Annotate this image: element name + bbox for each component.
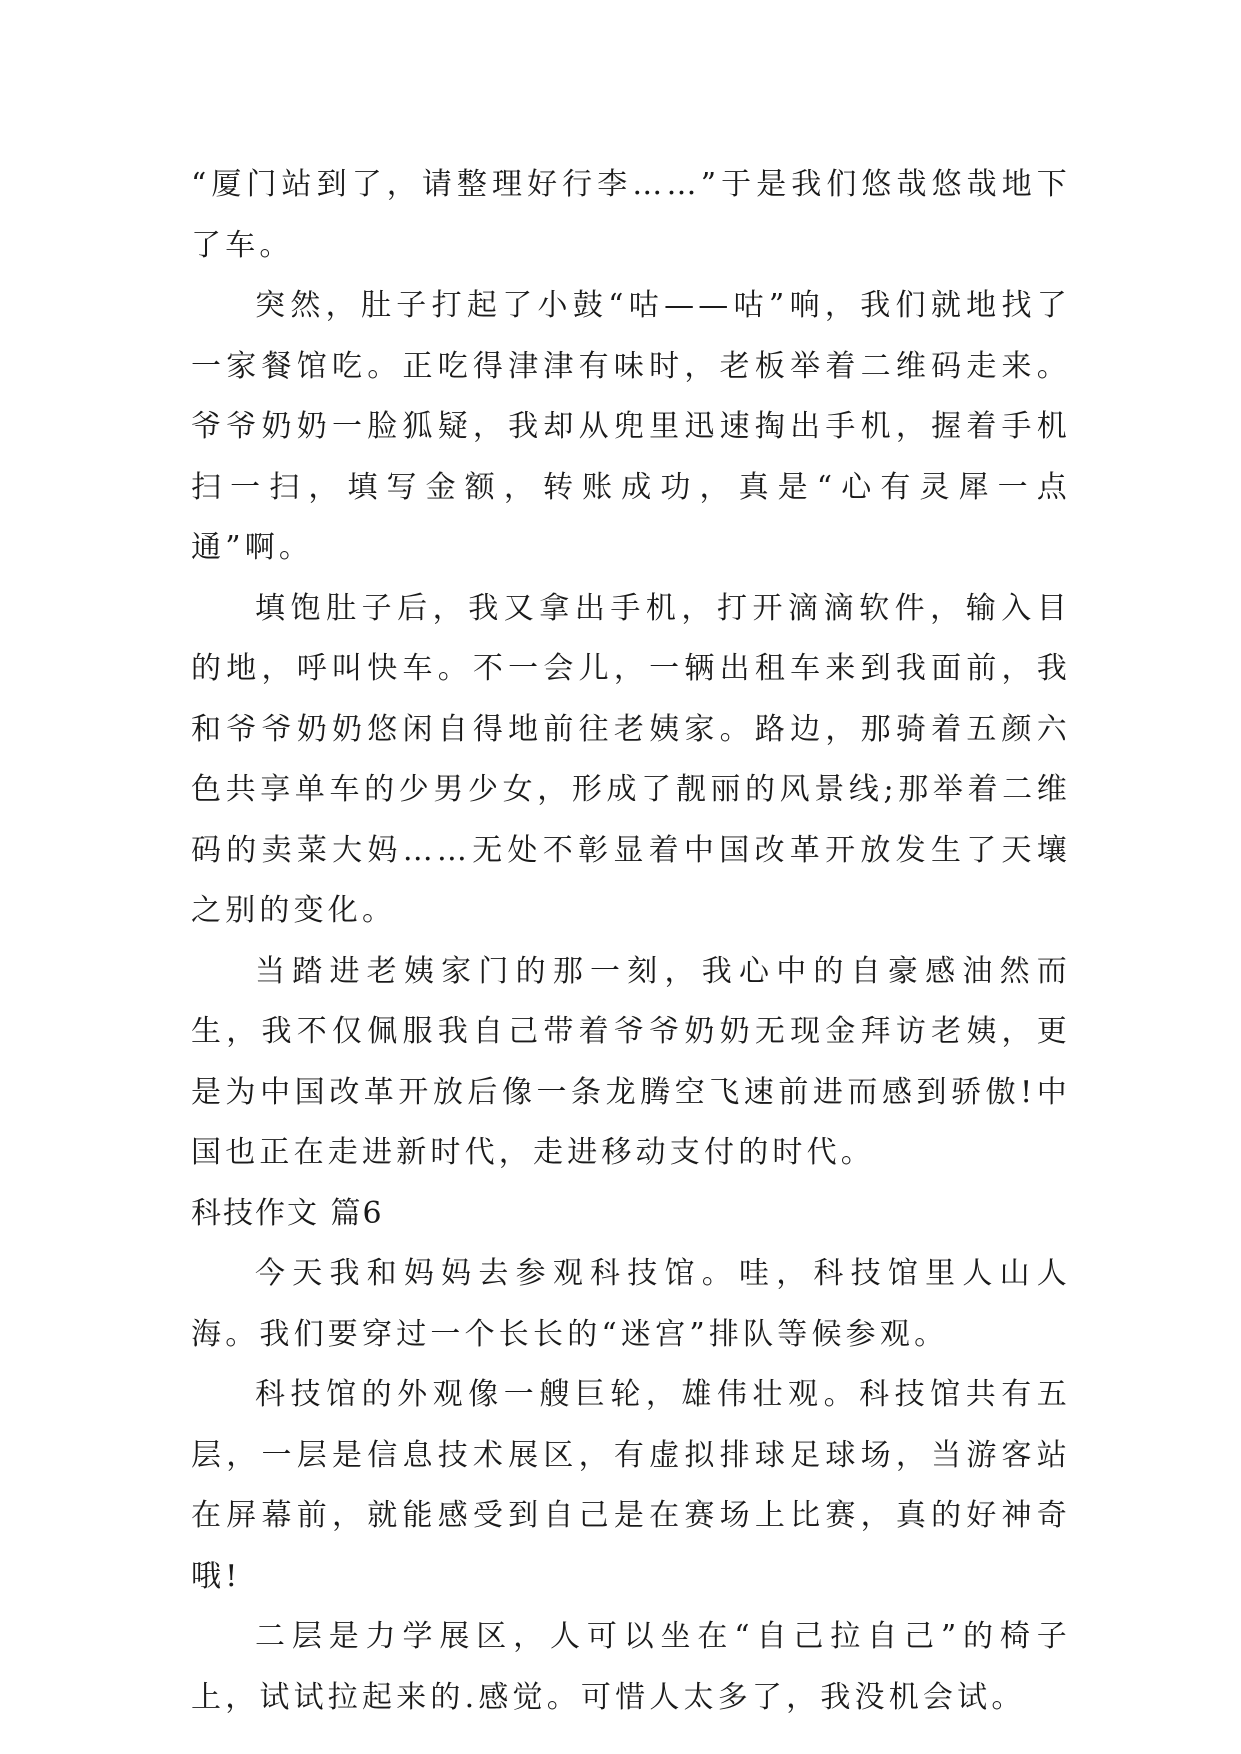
paragraph-restaurant: 突然，肚子打起了小鼓“咕——咕”响，我们就地找了一家餐馆吃。正吃得津津有味时，老板举着二维码走来。爷爷奶奶一脸狐疑，我却从兜里迅速掏出手机，握着手机扫一扫，填写金额，转账成功，真是“心有灵犀一点通”啊。 [191,288,1071,565]
paragraph-arrival: “厦门站到了，请整理好行李……”于是我们悠哉悠哉地下了车。 [191,167,1071,263]
paragraph-mechanics-area: 二层是力学展区，人可以坐在“自己拉自己”的椅子上，试试拉起来的.感觉。可惜人太多了，我没机会试。 [191,1619,1071,1715]
paragraph-pride: 当踏进老姨家门的那一刻，我心中的自豪感油然而生，我不仅佩服我自己带着爷爷奶奶无现金拜访老姨，更是为中国改革开放后像一条龙腾空飞速前进而感到骄傲!中国也正在走进新时代，走进移动支付的时代。 [191,953,1071,1170]
paragraph-museum-visit: 今天我和妈妈去参观科技馆。哇，科技馆里人山人海。我们要穿过一个长长的“迷宫”排队等候参观。 [191,1256,1071,1352]
document-body [191,155,1071,1728]
paragraph-taxi: 填饱肚子后，我又拿出手机，打开滴滴软件，输入目的地，呼叫快车。不一会儿，一辆出租车来到我面前，我和爷爷奶奶悠闲自得地前往老姨家。路边，那骑着五颜六色共享单车的少男少女，形成了靓丽的风景线;那举着二维码的卖菜大妈……无处不彰显着中国改革开放发生了天壤之别的变化。 [191,590,1071,928]
paragraph-museum-exterior: 科技馆的外观像一艘巨轮，雄伟壮观。科技馆共有五层，一层是信息技术展区，有虚拟排球足球场，当游客站在屏幕前，就能感受到自己是在赛场上比赛，真的好神奇哦! [191,1377,1071,1594]
section-heading: 科技作文 篇6 [191,1195,384,1231]
